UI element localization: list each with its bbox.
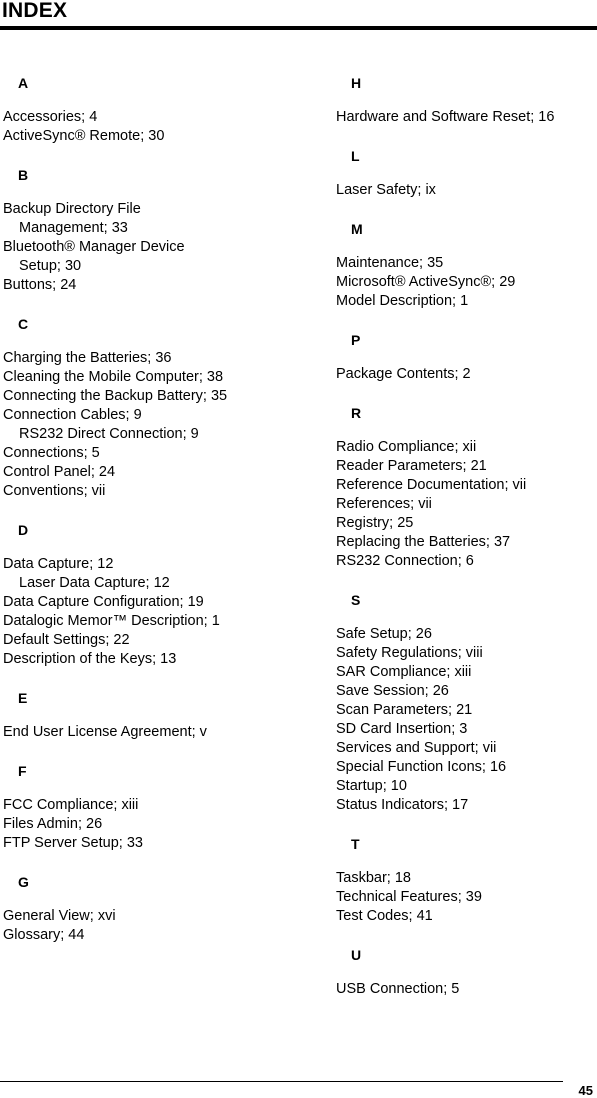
index-entry: Safety Regulations; viii <box>336 645 483 661</box>
index-entry: ActiveSync® Remote; 30 <box>3 128 165 144</box>
index-section <box>336 331 596 384</box>
index-entry: Cleaning the Mobile Computer; 38 <box>3 369 224 385</box>
index-section <box>336 835 596 926</box>
index-entry: Test Codes; 41 <box>336 908 433 924</box>
index-entry: FTP Server Setup; 33 <box>3 835 143 851</box>
index-entry: USB Connection; 5 <box>336 981 460 997</box>
index-entry: SD Card Insertion; 3 <box>336 721 468 737</box>
index-entry: Replacing the Batteries; 37 <box>336 534 511 550</box>
entry-list <box>336 254 596 311</box>
index-entry: Hardware and Software Reset; 16 <box>336 109 555 125</box>
index-entry: Radio Compliance; xii <box>336 439 477 455</box>
index-subentry: Laser Data Capture; 12 <box>19 575 170 591</box>
entry-list <box>3 349 303 501</box>
index-entry: Services and Support; vii <box>336 740 497 756</box>
section-letter: F <box>18 763 27 779</box>
index-entry: FCC Compliance; xiii <box>3 797 139 813</box>
index-entry: Taskbar; 18 <box>336 870 411 886</box>
index-entry: Charging the Batteries; 36 <box>3 350 172 366</box>
index-entry: Model Description; 1 <box>336 293 469 309</box>
index-subentry: Setup; 30 <box>19 258 82 274</box>
index-entry: Accessories; 4 <box>3 109 98 125</box>
entry-list <box>3 907 303 945</box>
index-subentry: Management; 33 <box>19 220 128 236</box>
index-section <box>3 166 303 295</box>
index-entry: Data Capture; 12 <box>3 556 114 572</box>
index-entry: Microsoft® ActiveSync®; 29 <box>336 274 516 290</box>
index-entry: Connecting the Backup Battery; 35 <box>3 388 228 404</box>
index-section <box>3 873 303 945</box>
section-letter: P <box>351 332 361 348</box>
index-entry: Connections; 5 <box>3 445 100 461</box>
index-entry: Scan Parameters; 21 <box>336 702 473 718</box>
index-section <box>3 689 303 742</box>
index-entry: Control Panel; 24 <box>3 464 116 480</box>
page-number: 45 <box>578 1083 593 1098</box>
index-entry: Safe Setup; 26 <box>336 626 432 642</box>
index-entry: Glossary; 44 <box>3 927 85 943</box>
index-entry: Description of the Keys; 13 <box>3 651 177 667</box>
index-section <box>336 220 596 311</box>
index-entry: Default Settings; 22 <box>3 632 130 648</box>
section-letter: M <box>351 221 363 237</box>
footer-rule <box>0 1081 563 1082</box>
index-entry: Status Indicators; 17 <box>336 797 469 813</box>
entry-list <box>3 200 303 295</box>
section-letter: G <box>18 874 29 890</box>
section-letter: E <box>18 690 28 706</box>
index-section <box>3 762 303 853</box>
index-section <box>3 315 303 501</box>
index-entry: SAR Compliance; xiii <box>336 664 472 680</box>
entry-list <box>336 869 596 926</box>
index-section <box>336 591 596 815</box>
index-entry: Maintenance; 35 <box>336 255 444 271</box>
section-letter: R <box>351 405 362 421</box>
section-letter: D <box>18 522 29 538</box>
index-section <box>3 74 303 146</box>
index-entry: Backup Directory File <box>3 201 141 217</box>
index-entry: Data Capture Configuration; 19 <box>3 594 204 610</box>
section-letter: C <box>18 316 29 332</box>
entry-list <box>336 980 596 999</box>
index-entry: Buttons; 24 <box>3 277 77 293</box>
entry-list <box>336 365 596 384</box>
index-entry: Reader Parameters; 21 <box>336 458 487 474</box>
index-entry: Startup; 10 <box>336 778 407 794</box>
section-letter: L <box>351 148 360 164</box>
index-entry: Technical Features; 39 <box>336 889 482 905</box>
index-entry: End User License Agreement; v <box>3 724 207 740</box>
index-entry: Files Admin; 26 <box>3 816 103 832</box>
index-section <box>3 521 303 669</box>
index-entry: Registry; 25 <box>336 515 414 531</box>
entry-list <box>336 108 596 127</box>
entry-list <box>336 181 596 200</box>
index-entry: References; vii <box>336 496 432 512</box>
index-entry: Package Contents; 2 <box>336 366 471 382</box>
entry-list <box>3 555 303 669</box>
section-letter: B <box>18 167 29 183</box>
entry-list <box>3 796 303 853</box>
index-section <box>336 147 596 200</box>
index-entry: Connection Cables; 9 <box>3 407 142 423</box>
entry-list <box>336 438 596 571</box>
index-entry: Datalogic Memor™ Description; 1 <box>3 613 220 629</box>
index-entry: General View; xvi <box>3 908 116 924</box>
index-entry: Bluetooth® Manager Device <box>3 239 185 255</box>
index-section <box>336 404 596 571</box>
index-column-right <box>336 74 596 1019</box>
section-letter: T <box>351 836 360 852</box>
entry-list <box>3 108 303 146</box>
index-section <box>336 74 596 127</box>
section-letter: A <box>18 75 29 91</box>
page-title: INDEX <box>2 0 68 22</box>
entry-list <box>336 625 596 815</box>
section-letter: U <box>351 947 362 963</box>
index-section <box>336 946 596 999</box>
section-letter: H <box>351 75 362 91</box>
title-rule <box>0 26 597 30</box>
index-subentry: RS232 Direct Connection; 9 <box>19 426 199 442</box>
index-entry: Save Session; 26 <box>336 683 449 699</box>
section-letter: S <box>351 592 361 608</box>
index-entry: Laser Safety; ix <box>336 182 436 198</box>
index-entry: Reference Documentation; vii <box>336 477 527 493</box>
entry-list <box>3 723 303 742</box>
index-entry: Special Function Icons; 16 <box>336 759 507 775</box>
index-entry: RS232 Connection; 6 <box>336 553 474 569</box>
index-column-left <box>3 74 303 965</box>
index-entry: Conventions; vii <box>3 483 106 499</box>
